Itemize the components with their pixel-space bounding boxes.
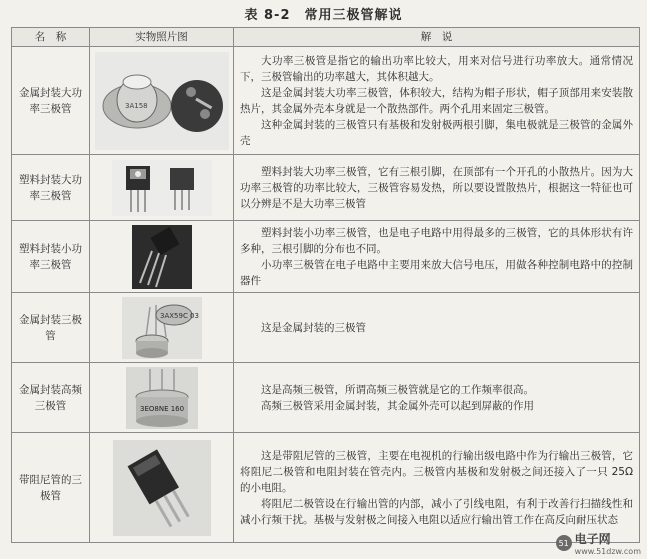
plastic-power-transistor-photo (112, 160, 212, 216)
metal-transistor-photo (122, 297, 202, 359)
table-row (12, 363, 640, 433)
row-name: 金属封装高频三极管 (12, 363, 90, 433)
row-name: 塑料封装小功率三极管 (12, 221, 90, 293)
table-row (12, 433, 640, 543)
row-description (234, 433, 640, 543)
desc-paragraph: 高频三极管采用金属封装，其金属外壳可以起到屏蔽的作用 (261, 399, 534, 412)
site-url: www.51dzw.com (574, 547, 641, 556)
desc-paragraph: 这是高频三极管，所谓高频三极管就是它的工作频率很高。 (261, 383, 534, 396)
photo-cell (90, 155, 234, 221)
row-name: 带阻尼管的三极管 (12, 433, 90, 543)
row-description (234, 47, 640, 155)
row-description (234, 155, 640, 221)
table-row (12, 155, 640, 221)
site-name: 电子网 (574, 532, 611, 546)
desc-paragraph: 将阻尼二极管设在行输出管的内部，减小了引线电阻，有利于改善行扫描线性和减小行频干扰。基极与发射极之间接入电阻以适应行输出管工作在高反向耐压状态 (240, 497, 633, 526)
metal-hf-transistor-photo (126, 367, 198, 429)
row-name: 金属封装大功率三极管 (12, 47, 90, 155)
site-logo-icon: 51 (556, 535, 572, 551)
plastic-small-transistor-photo (132, 225, 192, 289)
desc-paragraph: 这种金属封装的三极管只有基极和发射极两根引脚，集电极就是三极管的金属外壳 (240, 118, 633, 147)
row-description (234, 221, 640, 293)
table-row (12, 293, 640, 363)
table-title: 表 8-2 常用三极管解说 (244, 8, 403, 23)
desc-paragraph: 这是金属封装大功率三极管，体积较大，结构为帽子形状，帽子顶部用来安装散热片，其金属外壳本身就是一个散热部件。两个孔用来固定三极管。 (240, 86, 633, 115)
photo-label: 3AX59C 03 (159, 311, 199, 320)
desc-paragraph: 塑料封装大功率三极管，它有三根引脚，在顶部有一个开孔的小散热片。因为大功率三极管的功率比较大，三极管容易发热，所以要设置散热片，根据这一特征也可以分辨是不是大功率三极管 (240, 165, 633, 210)
site-watermark (556, 530, 641, 556)
photo-cell (90, 363, 234, 433)
table-row (12, 221, 640, 293)
desc-paragraph: 大功率三极管是指它的输出功率比较大，用来对信号进行功率放大。通常情况下，三极管输出的功率越大，其体积越大。 (240, 54, 633, 83)
metal-power-transistor-photo (95, 52, 229, 150)
row-name: 金属封装三极管 (12, 293, 90, 363)
table-row (12, 47, 640, 155)
photo-label: 3A158 (124, 101, 148, 110)
table-header-row (12, 28, 640, 47)
row-description (234, 293, 640, 363)
photo-cell (90, 433, 234, 543)
row-description (234, 363, 640, 433)
photo-label: 3EO8NE 160 (139, 404, 184, 413)
desc-paragraph: 塑料封装小功率三极管，也是电子电路中用得最多的三极管，它的具体形状有许多种，三根引脚的分布也不同。 (240, 226, 633, 255)
header-photo: 实物照片图 (90, 28, 234, 47)
header-name: 名 称 (12, 28, 90, 47)
desc-paragraph: 这是金属封装的三极管 (261, 321, 366, 334)
photo-cell (90, 221, 234, 293)
photo-cell (90, 293, 234, 363)
photo-cell (90, 47, 234, 155)
row-name: 塑料封装大功率三极管 (12, 155, 90, 221)
transistor-table (11, 27, 640, 543)
desc-paragraph: 小功率三极管在电子电路中主要用来放大信号电压，用做各种控制电路中的控制器件 (240, 258, 633, 287)
desc-paragraph: 这是带阻尼管的三极管，主要在电视机的行输出级电路中作为行输出三极管，它将阻尼二极管和电阻封装在管壳内。三极管内基极和发射极之间还接入了一只 25Ω 的小电阻。 (240, 449, 633, 494)
damper-transistor-photo (113, 440, 211, 536)
header-desc: 解 说 (234, 28, 640, 47)
